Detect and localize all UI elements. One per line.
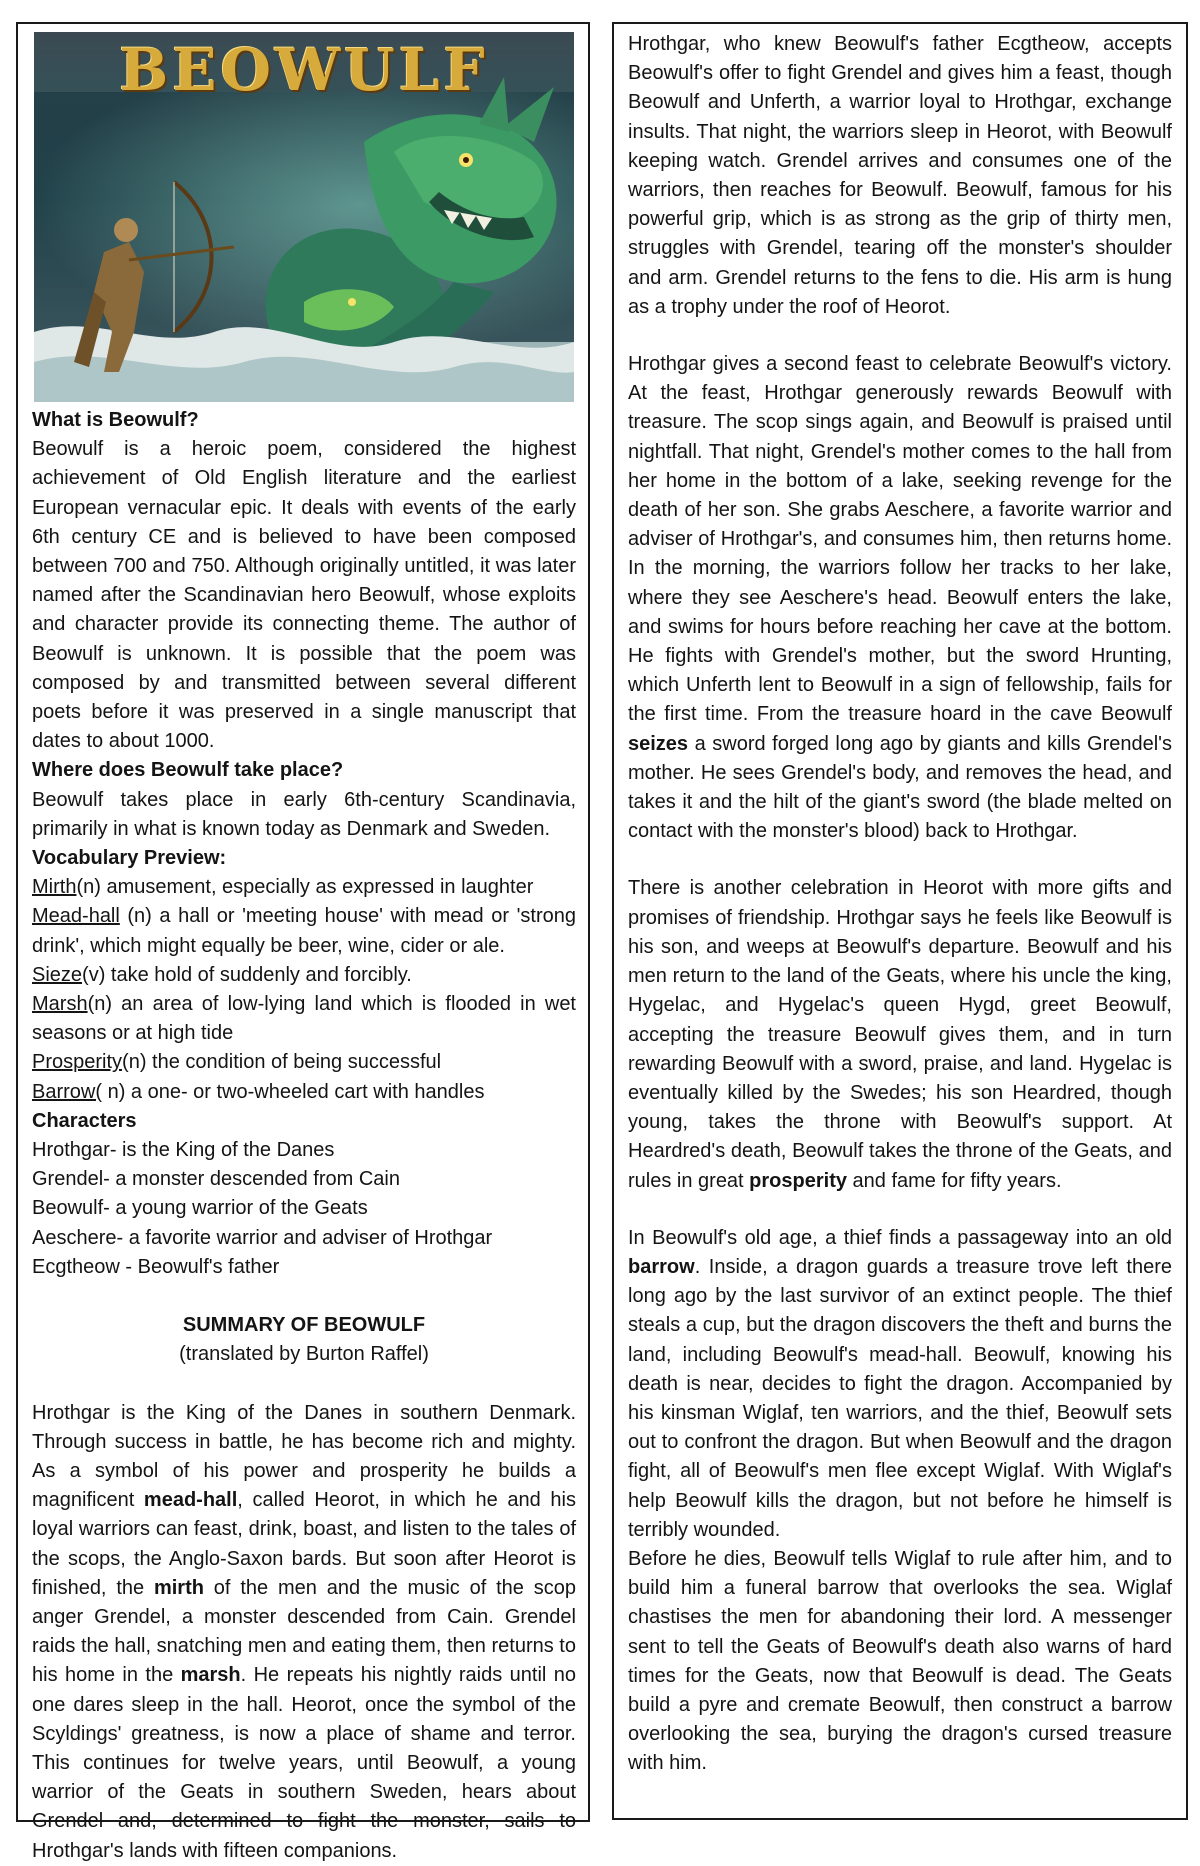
- summary-title: SUMMARY OF BEOWULF: [182, 1314, 426, 1337]
- summary-paragraph-1: [32, 1399, 576, 1866]
- summary-text: . Inside, a dragon guards a treasure trove left there long ago by the last survivor of an extinct people. The thief steals a cup, but the dragon discovers the theft and burns the land, including Beowulf's mead-hall. Beowulf, knowing his death is near, decides to fight the dragon. Accompanied by his kinsman Wiglaf, ten warriors, and the thief, Beowulf sets out to confront the dragon. But when Beowulf and the dragon fight, all of Beowulf's men flee except Wiglaf. With Wiglaf's help Beowulf kills the dragon, but not before he himself is terribly wounded.: [628, 1255, 1172, 1541]
- summary-text: Hrothgar is the King of the Danes in southern Denmark. Through success in battle, he has become rich and mighty. As a symbol of his power and prosperity he builds a magnificent: [32, 1401, 576, 1512]
- what-text: Beowulf is a heroic poem, considered the highest achievement of Old English literature and the earliest European vernacular epic. It deals with events of the early 6th century CE and is believed to have been composed between 700 and 750. Although originally untitled, it was later named after the Scandinavian hero Beowulf, whose exploits and character provide its connecting theme. The author of Beowulf is unknown. It is possible that the poem was composed by and transmitted between several different poets before it was preserved in a single manuscript that dates to about 1000.: [32, 438, 576, 753]
- vocab-list: [32, 873, 576, 1107]
- vocab-def: (n) an area of low-lying land which is flooded in wet seasons or at high tide: [32, 993, 576, 1045]
- character-item: Grendel- a monster descended from Cain: [32, 1168, 400, 1191]
- vocab-def: (n) the condition of being successful: [122, 1051, 442, 1074]
- summary-text: . He repeats his nightly raids until no one dares sleep in the hall. Heorot, once the symbol of the Scyldings' greatness, is now a place of shame and terror. This continues for twelve years, until Beowulf, a young warrior of the Geats in southern Sweden, hears about Grendel and, determined to fight the monster, sails to Hrothgar's lands with fifteen companions.: [32, 1664, 576, 1862]
- where-heading: Where does Beowulf take place?: [32, 759, 344, 782]
- summary-text: Hrothgar gives a second feast to celebrate Beowulf's victory. At the feast, Hrothgar generously rewards Beowulf with treasure. The scop sings again, and Beowulf is praised until nightfall. That night, Grendel's mother comes to the hall from her home in the bottom of a lake, seeking revenge for the death of her son. She grabs Aeschere, a favorite warrior and adviser of Hrothgar's, and consumes him, then returns home. In the morning, the warriors follow her tracks to her lake, where they see Aeschere's head. Beowulf enters the lake, and swims for hours before reaching her cave at the bottom. He fights with Grendel's mother, but the sword Hrunting, which Unferth lent to Beowulf in a sign of fellowship, fails for the first time. From the treasure hoard in the cave Beowulf: [628, 353, 1172, 726]
- vocab-item: [32, 873, 576, 902]
- vocab-term: Mirth: [32, 876, 77, 899]
- right-text: [628, 30, 1172, 1779]
- vocab-def: (n) amusement, especially as expressed in laughter: [76, 876, 534, 899]
- vocab-item: [32, 1078, 576, 1107]
- vocab-term: Sieze: [32, 963, 83, 986]
- keyword-seizes: seizes: [628, 732, 689, 755]
- character-item: Aeschere- a favorite warrior and adviser of Hrothgar: [32, 1226, 493, 1249]
- cover-title: BEOWULF: [119, 36, 489, 104]
- summary-paragraph-4: [628, 874, 1172, 1195]
- summary-text: , called Heorot, in which he and his loyal warriors can feast, drink, boast, and listen to the tales of the scops, the Anglo-Saxon bards. But soon after Heorot is finished, the: [32, 1489, 576, 1599]
- summary-text: There is another celebration in Heorot with more gifts and promises of friendship. Hrothgar says he feels like Beowulf is his son, and weeps at Beowulf's departure. Beowulf and his men return to the land of the Geats, where his uncle the king, Hygelac, and Hygelac's queen Hygd, greet Beowulf, accepting the treasure Beowulf gives them, and in turn rewarding Beowulf with a sword, praise, and land. Hygelac is eventually killed by the Swedes; his son Heardred, though young, takes the throne with Beowulf's support. At Heardred's death, Beowulf takes the throne of the Geats, and rules in great: [628, 877, 1172, 1192]
- vocab-item: [32, 961, 576, 990]
- summary-text: In Beowulf's old age, a thief finds a passageway into an old: [628, 1226, 1172, 1249]
- vocab-def: (v) take hold of suddenly and forcibly.: [82, 963, 412, 986]
- vocab-term: Barrow(: [32, 1080, 103, 1103]
- right-column: [612, 22, 1188, 1820]
- where-text: Beowulf takes place in early 6th-century Scandinavia, primarily in what is known today as Denmark and Sweden.: [32, 788, 576, 840]
- vocab-def: n) a one- or two-wheeled cart with handles: [102, 1080, 485, 1103]
- vocab-term: Prosperity: [32, 1051, 123, 1074]
- summary-text: a sword forged long ago by giants and kills Grendel's mother. He sees Grendel's body, and removes the head, and takes it and the hilt of the giant's sword (the blade melted on contact with the monster's blood) back to Hrothgar.: [628, 732, 1172, 843]
- vocab-heading: Vocabulary Preview:: [32, 847, 227, 870]
- vocab-term: Mead-hall: [32, 905, 120, 928]
- vocab-term: Marsh: [32, 993, 88, 1016]
- keyword-barrow: barrow: [628, 1255, 695, 1278]
- keyword-mead-hall: mead-hall: [143, 1489, 238, 1512]
- vocab-item: [32, 1048, 576, 1077]
- summary-text: and fame for fifty years.: [846, 1169, 1062, 1192]
- left-column: [16, 22, 590, 1862]
- summary-paragraph-2: Hrothgar, who knew Beowulf's father Ecgtheow, accepts Beowulf's offer to fight Grendel and gives him a feast, though Beowulf and Unferth, a warrior loyal to Hrothgar, exchange insults. That night, the warriors sleep in Heorot, with Beowulf keeping watch. Grendel arrives and consumes one of the warriors, then reaches for Beowulf. Beowulf, famous for his powerful grip, which is as strong as the grip of thirty men, struggles with Grendel, tearing off the monster's shoulder and arm. Grendel returns to the fens to die. His arm is hung as a trophy under the roof of Heorot.: [628, 33, 1172, 318]
- vocab-item: [32, 990, 576, 1048]
- keyword-marsh: marsh: [180, 1664, 241, 1687]
- summary-subtitle: (translated by Burton Raffel): [179, 1343, 429, 1366]
- left-text: [32, 406, 576, 1866]
- summary-paragraph-6: Before he dies, Beowulf tells Wiglaf to rule after him, and to build him a funeral barrow that overlooks the sea. Wiglaf chastises the men for abandoning their lord. A messenger sent to tell the Geats of Beowulf's death also warns of hard times for the Geats, now that Beowulf is dead. The Geats build a pyre and cremate Beowulf, then construct a barrow overlooking the sea, burying the dragon's cursed treasure with him.: [628, 1547, 1172, 1775]
- vocab-def: (n) a hall or 'meeting house' with mead or 'strong drink', which might equally be beer, wine, cider or ale.: [32, 905, 576, 957]
- characters-list: [32, 1136, 576, 1282]
- characters-heading: Characters: [32, 1109, 137, 1132]
- summary-text: of the men and the music of the scop anger Grendel, a monster descended from Cain. Grendel raids the hall, snatching men and eating them, then returns to his home in the: [32, 1576, 576, 1687]
- character-item: Hrothgar- is the King of the Danes: [32, 1139, 335, 1162]
- cover-image: [34, 32, 574, 402]
- vocab-item: [32, 902, 576, 960]
- what-heading: What is Beowulf?: [32, 409, 199, 431]
- keyword-mirth: mirth: [153, 1576, 204, 1599]
- character-item: Beowulf- a young warrior of the Geats: [32, 1197, 368, 1220]
- summary-paragraph-5: [628, 1224, 1172, 1545]
- summary-paragraph-3: [628, 350, 1172, 846]
- character-item: Ecgtheow - Beowulf's father: [32, 1255, 280, 1278]
- keyword-prosperity: prosperity: [749, 1169, 847, 1192]
